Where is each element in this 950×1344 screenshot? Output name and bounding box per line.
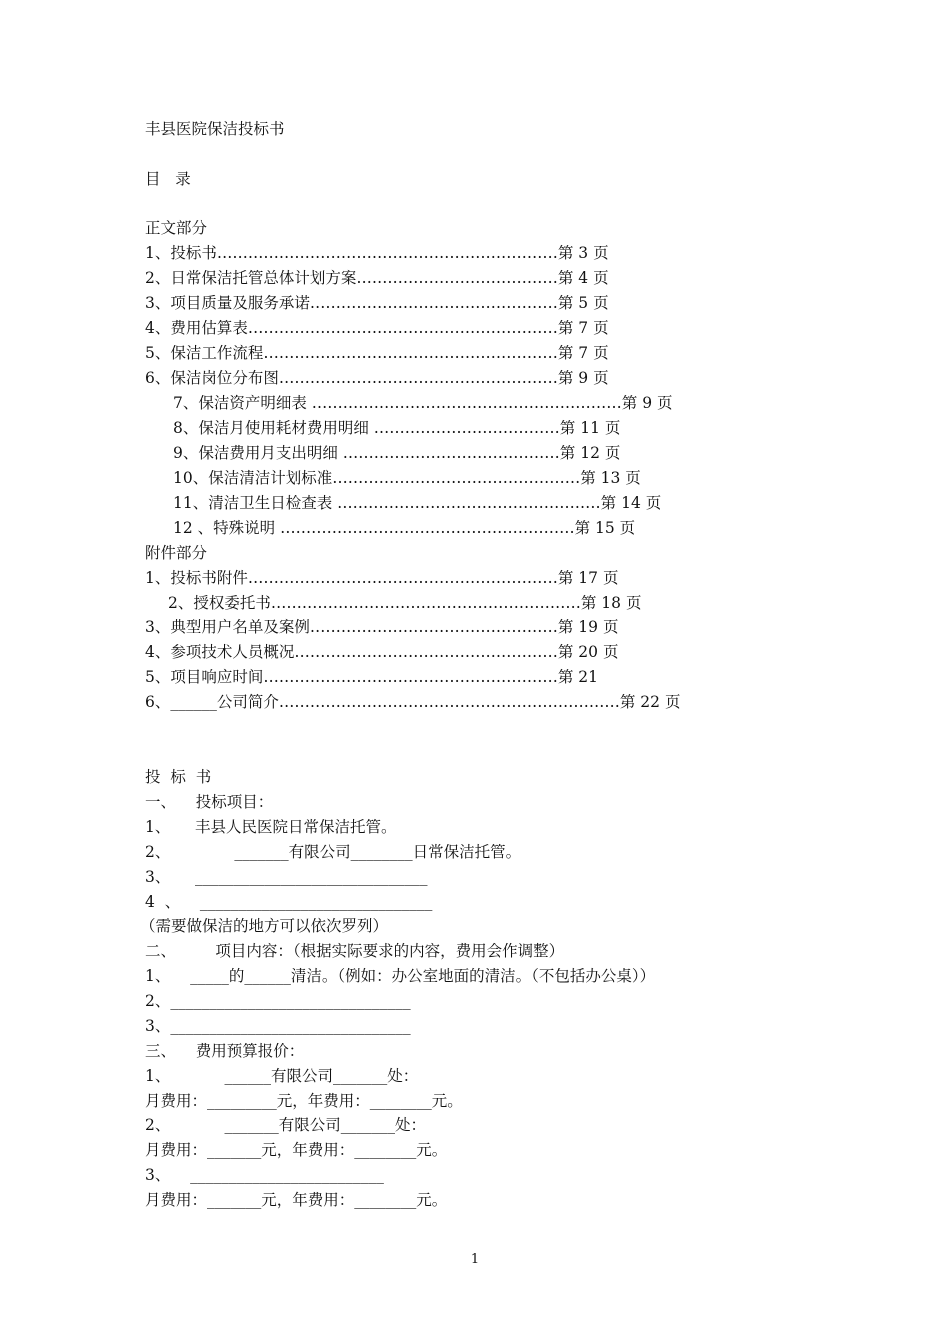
toc-item[interactable]: 7、保洁资产明细表 ……………………………………………………第 9 页: [173, 394, 673, 412]
body-line: 2、 _______有限公司_______处：: [145, 1116, 427, 1134]
toc-item[interactable]: 4、参项技术人员概况……………………………………………第 20 页: [145, 643, 619, 661]
body-line: 2、 _______有限公司________日常保洁托管。: [145, 843, 522, 861]
body-line: 一、 投标项目：: [145, 793, 274, 811]
body-line: 月费用：_______元，年费用：________元。: [145, 1191, 448, 1209]
toc-heading: 目 录: [145, 170, 191, 188]
body-line: 4 、 ______________________________: [145, 893, 433, 911]
body-line: （需要做保洁的地方可以依次罗列）: [140, 917, 389, 935]
appendix-section-heading: 附件部分: [145, 544, 208, 562]
body-line: 二、 项目内容：（根据实际要求的内容，费用会作调整）: [145, 942, 565, 960]
toc-item[interactable]: 1、投标书…………………………………………………………第 3 页: [145, 244, 609, 262]
toc-item[interactable]: 4、费用估算表……………………………………………………第 7 页: [145, 319, 609, 337]
toc-item[interactable]: 2、日常保洁托管总体计划方案…………………………………第 4 页: [145, 269, 609, 287]
document-title: 丰县医院保洁投标书: [145, 120, 285, 138]
body-line: 3、_______________________________: [145, 1017, 411, 1035]
body-line: 3、 _________________________: [145, 1166, 384, 1184]
page-number: 1: [470, 1252, 480, 1267]
toc-item[interactable]: 9、保洁费用月支出明细 ……………………………………第 12 页: [173, 444, 621, 462]
body-line: 2、_______________________________: [145, 992, 411, 1010]
toc-item[interactable]: 6、______公司简介…………………………………………………………第 22 页: [145, 693, 681, 711]
toc-item[interactable]: 3、项目质量及服务承诺…………………………………………第 5 页: [145, 294, 609, 312]
toc-item[interactable]: 3、典型用户名单及案例…………………………………………第 19 页: [145, 618, 619, 636]
body-line: 月费用：_________元，年费用：________元。: [145, 1092, 463, 1110]
toc-item[interactable]: 8、保洁月使用耗材费用明细 ………………………………第 11 页: [173, 419, 621, 437]
toc-item[interactable]: 2、授权委托书……………………………………………………第 18 页: [168, 594, 642, 612]
main-section-heading: 正文部分: [145, 219, 208, 237]
body-line: 三、 费用预算报价：: [145, 1042, 305, 1060]
body-line: 月费用：_______元，年费用：________元。: [145, 1141, 448, 1159]
toc-item[interactable]: 12 、特殊说明 …………………………………………………第 15 页: [173, 519, 636, 537]
body-line: 1、 _____的______清洁。（例如：办公室地面的清洁。（不包括办公桌））: [145, 967, 656, 985]
body-line: 1、 ______有限公司_______处：: [145, 1067, 419, 1085]
body-line: 3、 ______________________________: [145, 868, 428, 886]
toc-item[interactable]: 10、保洁清洁计划标准…………………………………………第 13 页: [173, 469, 641, 487]
toc-item[interactable]: 6、保洁岗位分布图………………………………………………第 9 页: [145, 369, 609, 387]
toc-item[interactable]: 5、项目响应时间…………………………………………………第 21: [145, 668, 599, 686]
body-line: 1、 丰县人民医院日常保洁托管。: [145, 818, 397, 836]
toc-item[interactable]: 5、保洁工作流程…………………………………………………第 7 页: [145, 344, 609, 362]
toc-item[interactable]: 11、清洁卫生日检查表 ……………………………………………第 14 页: [173, 494, 662, 512]
toc-item[interactable]: 1、投标书附件……………………………………………………第 17 页: [145, 569, 619, 587]
bid-heading: 投 标 书: [145, 768, 212, 786]
